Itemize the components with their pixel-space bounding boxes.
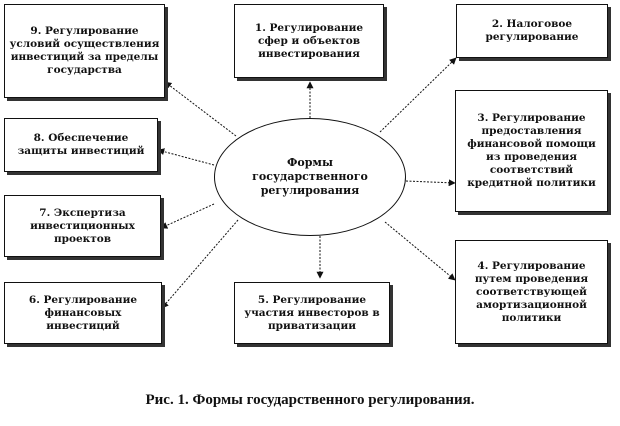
node-2-label: 2. Налоговое регулирование [485,18,579,43]
arrow-to-node-7 [161,204,214,228]
node-1-box [234,4,384,78]
node-8-label: 8. Обеспечение защиты инвестиций [17,132,145,157]
arrow-to-node-9 [165,82,236,136]
node-9-box [4,4,165,98]
node-4-label: 4. Регулирование путем проведения соответствующей амортизационной политики [474,259,589,324]
node-5-label: 5. Регулирование участия инвесторов в приватизации [244,293,380,332]
arrow-to-node-4 [385,222,455,280]
center-label: Формы государственного регулирования [252,156,368,197]
node-6-box [4,282,162,344]
figure-caption: Рис. 1. Формы государственного регулирования. [145,392,475,408]
node-7-label: 7. Экспертиза инвестиционных проектов [30,206,135,245]
node-6-label: 6. Регулирование финансовых инвестиций [28,293,138,332]
node-5-box [234,282,390,344]
center-ellipse [214,118,406,236]
node-1-label: 1. Регулирование сфер и объектов инвестирования [254,21,364,60]
node-2-box [456,4,608,58]
node-4-box [455,240,608,344]
node-9-label: 9. Регулирование условий осуществления инвестиций за пределы государства [9,25,160,76]
node-8-box [4,118,158,172]
node-3-label: 3. Регулирование предоставления финансовой помощи из проведения соответствий кредитной политики [467,112,596,189]
arrow-to-node-6 [162,220,238,308]
node-7-box [4,195,161,257]
node-3-box [455,90,608,212]
arrow-to-node-3 [406,181,455,183]
arrow-to-node-8 [158,150,214,165]
arrow-to-node-2 [380,58,456,132]
